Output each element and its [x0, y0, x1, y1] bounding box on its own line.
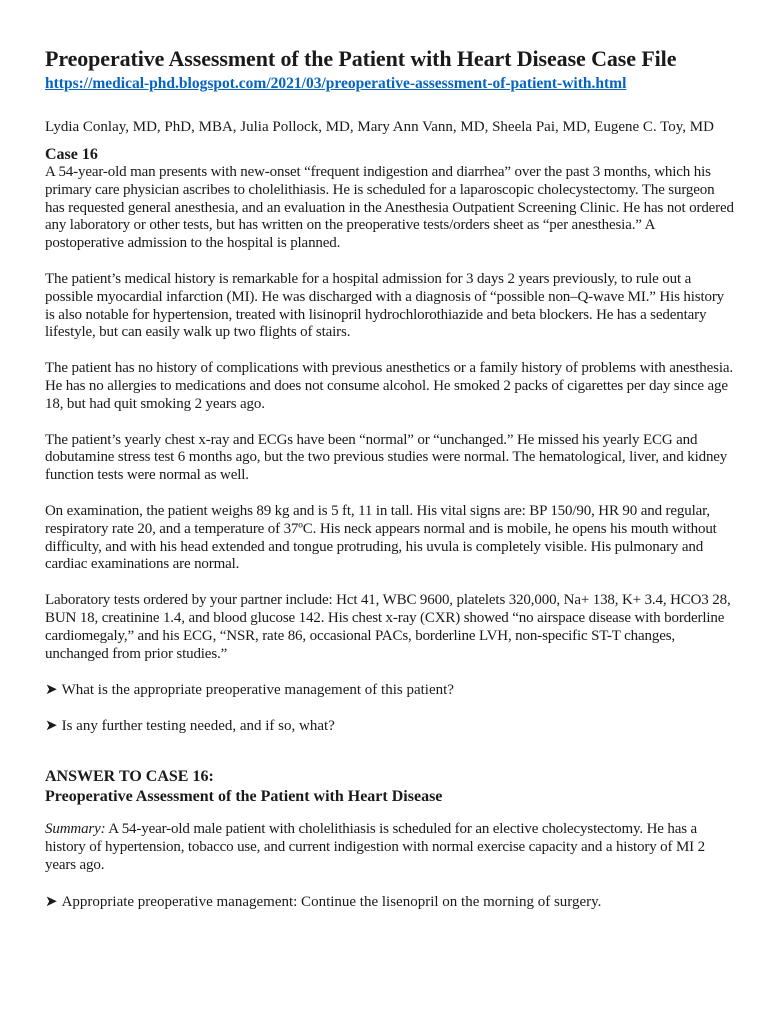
answer-subheading: Preoperative Assessment of the Patient with Heart Disease [45, 788, 443, 806]
document-page [45, 44, 735, 911]
arrow-bullet-icon: ➤ [45, 893, 58, 910]
summary-paragraph [45, 821, 735, 874]
case-heading: Case 16 [45, 146, 98, 163]
case-paragraph: Laboratory tests ordered by your partner include: Hct 41, WBC 9600, platelets 320,000, Na+ 138, K+ 3.4, HCO3 28, BUN 18, creatinine 1.4, and blood glucose 142. His chest x-ray (CXR) showed “no airspace disease with borderline cardiomegaly,” and his ECG, “NSR, rate 86, occasional PACs, borderline LVH, non-specific ST-T changes, unchanged from prior studies.” [45, 592, 731, 662]
management-text: Appropriate preoperative management: Continue the lisenopril on the morning of surgery. [61, 893, 602, 910]
case-paragraph: The patient has no history of complications with previous anesthetics or a family history of problems with anesthesia. He has no allergies to medications and does not consume alcohol. He smoked 2 packs of cigarettes per day since age 18, but had quit smoking 2 years ago. [45, 360, 733, 412]
summary-text: A 54-year-old male patient with cholelithiasis is scheduled for an elective cholecystectomy. He has a history of hypertension, tobacco use, and current indigestion with normal exercise capacity and a history of MI 2 years ago. [45, 821, 705, 873]
answer-heading: ANSWER TO CASE 16: [45, 768, 214, 786]
source-link[interactable]: https://medical-phd.blogspot.com/2021/03/preoperative-assessment-of-patient-with.html [45, 75, 627, 92]
case-paragraph: On examination, the patient weighs 89 kg and is 5 ft, 11 in tall. His vital signs are: BP 150/90, HR 90 and regular, respiratory rate 20, and a temperature of 37ºC. His neck appears normal and is mobile, he opens his mouth without difficulty, and with his head extended and tongue protruding, his uvula is completely visible. His pulmonary and cardiac examinations are normal. [45, 502, 717, 573]
summary-label: Summary: [45, 821, 106, 838]
authors-line: Lydia Conlay, MD, PhD, MBA, Julia Pollock, MD, Mary Ann Vann, MD, Sheela Pai, MD, Eugene C. Toy, MD [45, 119, 714, 135]
arrow-bullet-icon: ➤ [45, 718, 58, 735]
question-text: Is any further testing needed, and if so, what? [61, 718, 335, 735]
arrow-bullet-icon: ➤ [45, 682, 58, 699]
question-item [45, 681, 735, 699]
case-paragraph: A 54-year-old man presents with new-onset “frequent indigestion and diarrhea” over the past 3 months, which his primary care physician ascribes to cholelithiasis. He is scheduled for a laparoscopic cholecystectomy. The surgeon has requested general anesthesia, and an evaluation in the Anesthesia Outpatient Screening Clinic. He has not ordered any laboratory or other tests, but has written on the preoperative tests/orders sheet as “per anesthesia.” A postoperative admission to the hospital is planned. [45, 164, 734, 252]
question-item [45, 717, 735, 735]
case-paragraph: The patient’s medical history is remarkable for a hospital admission for 3 days 2 years previously, to rule out a possible myocardial infarction (MI). He was discharged with a diagnosis of “possible non–Q-wave MI.” His history is also notable for hypertension, treated with lisinopril hydrochlorothiazide and beta blockers. He has a sedentary lifestyle, but can easily walk up two flights of stairs. [45, 270, 725, 341]
case-paragraph: The patient’s yearly chest x-ray and ECGs have been “normal” or “unchanged.” He missed his yearly ECG and dobutamine stress test 6 months ago, but the two previous studies were normal. The hematological, liver, and kidney function tests were normal as well. [45, 431, 728, 484]
document-title: Preoperative Assessment of the Patient with Heart Disease Case File [45, 46, 677, 71]
question-text: What is the appropriate preoperative management of this patient? [61, 682, 454, 699]
management-item [45, 893, 735, 911]
